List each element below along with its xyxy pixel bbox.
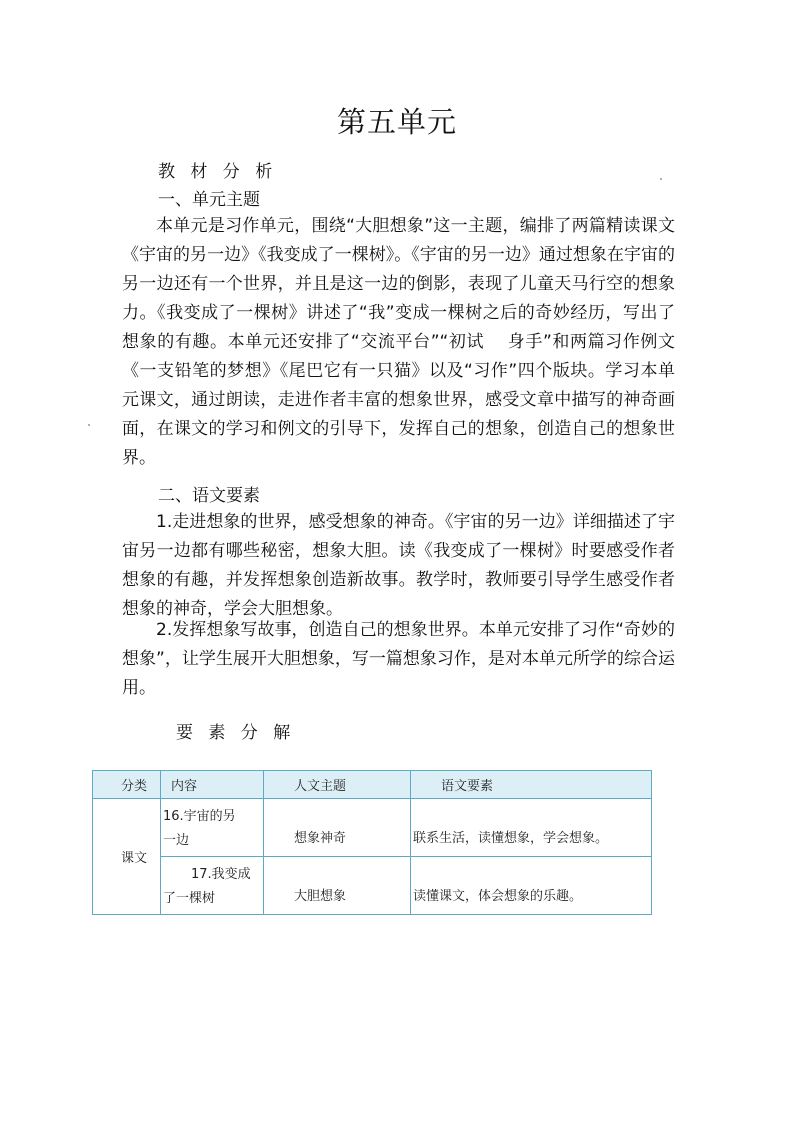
page-title: 第五单元 (336, 105, 457, 139)
theme-text: 大胆想象 (294, 889, 347, 904)
header-category: 分类 (93, 771, 161, 799)
element-cell (411, 799, 652, 857)
lesson-text: 了一棵树 (163, 891, 216, 906)
decorative-dot (660, 178, 662, 180)
unit-theme-heading: 一、单元主题 (158, 190, 260, 210)
theme-text: 想象神奇 (294, 831, 347, 846)
lesson-text: 17.我变成 (191, 867, 251, 882)
language-element-paragraph-2: 2.发挥想象写故事，创造自己的想象世界。本单元安排了习作“奇妙的想象”，让学生展开大胆想象，写一篇想象习作，是对本单元所学的综合运用。 (122, 620, 675, 698)
element-breakdown-heading: 要 素 分 解 (176, 723, 296, 743)
theme-cell (264, 799, 411, 857)
decorative-dot (88, 424, 90, 426)
element-text: 联系生活，读懂想象，学会想象。 (413, 831, 609, 846)
table-row (93, 799, 652, 857)
element-cell (411, 857, 652, 915)
lesson-cell (161, 857, 264, 915)
category-cell: 课文 (93, 799, 161, 915)
lesson-text: 一边 (163, 833, 190, 848)
theme-cell (264, 857, 411, 915)
lesson-text: 16.宇宙的另 (163, 809, 236, 824)
lesson-cell (161, 799, 264, 857)
header-content: 内容 (161, 771, 264, 799)
header-element: 语文要素 (411, 771, 652, 799)
language-element-paragraph-1: 1.走进想象的世界，感受想象的神奇。《宇宙的另一边》详细描述了宇宙另一边都有哪些秘密，想象大胆。读《我变成了一棵树》时要感受作者想象的有趣，并发挥想象创造新故事。教学时，教师要引导学生感受作者想象的神奇，学会大胆想象。 (122, 512, 675, 619)
language-elements-heading: 二、语文要素 (158, 486, 260, 506)
unit-theme-paragraph: 本单元是习作单元，围绕“大胆想象”这一主题，编排了两篇精读课文《宇宙的另一边》《我变成了一棵树》。《宇宙的另一边》通过想象在宇宙的另一边还有一个世界，并且是这一边的倒影，表现了儿童天马行空的想象力。《我变成了一棵树》讲述了“我”变成一棵树之后的奇妙经历，写出了想象的有趣。本单元还安排了“交流平台”“初试 身手”和两篇习作例文《一支铅笔的梦想》《尾巴它有一只猫》以及“习作”四个版块。学习本单元课文，通过朗读，走进作者丰富的想象世界，感受文章中描写的神奇画面，在课文的学习和例文的引导下，发挥自己的想象，创造自己的想象世界。 (122, 216, 675, 468)
table-header-row (93, 771, 652, 799)
section-analysis-heading: 教 材 分 析 (158, 162, 278, 182)
element-text: 读懂课文，体会想象的乐趣。 (413, 889, 583, 904)
element-breakdown-table (92, 770, 652, 915)
table-row (93, 857, 652, 915)
header-theme: 人文主题 (264, 771, 411, 799)
